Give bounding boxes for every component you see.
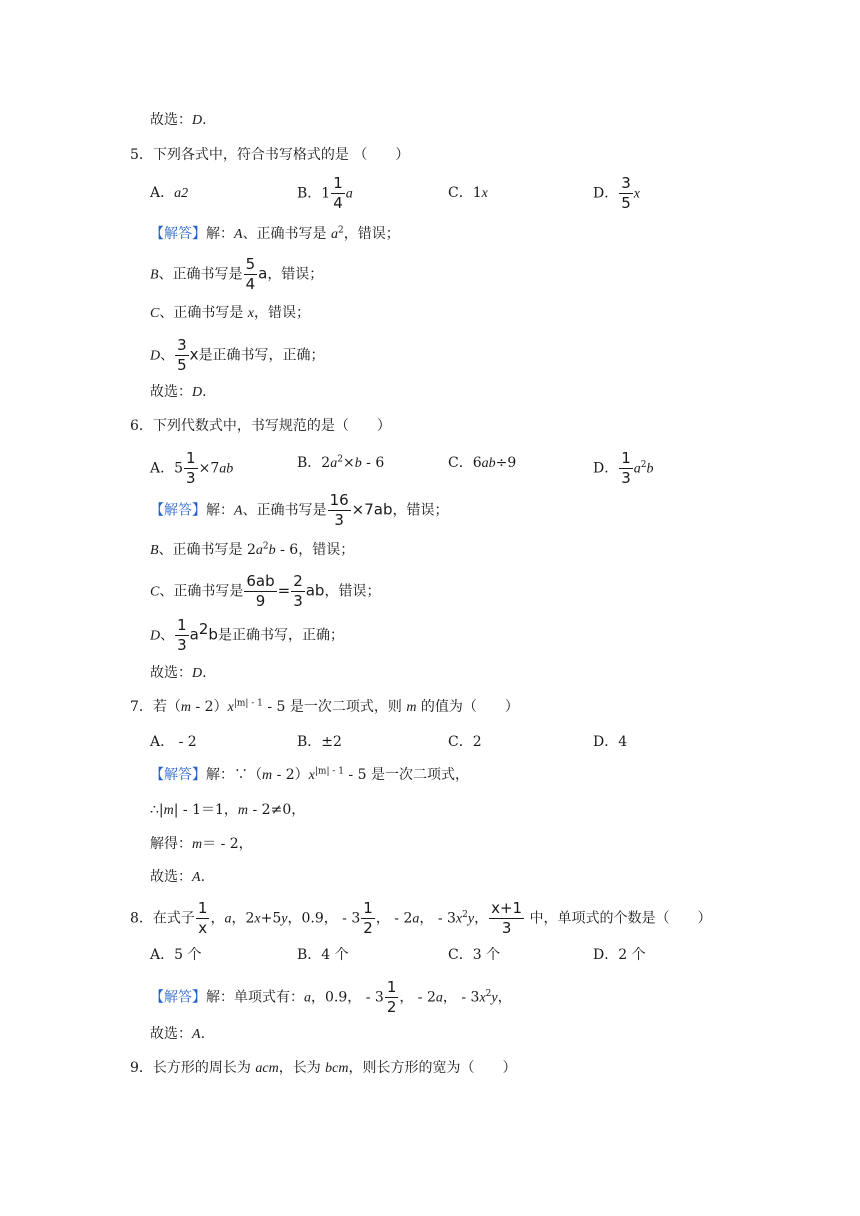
option-ref: C [150, 584, 160, 600]
question-text: - 2） [191, 699, 228, 715]
variable: a [189, 625, 199, 644]
option-label: A． [150, 734, 175, 750]
mixed-whole: 5 [174, 460, 184, 477]
answer-prefix: 故选： [150, 112, 192, 128]
fraction [328, 493, 351, 528]
q5-option-b [297, 176, 353, 211]
denominator: 2 [363, 919, 373, 937]
option-label: D． [593, 460, 619, 477]
q8-option-c [448, 945, 500, 965]
answer-end: . [202, 665, 207, 681]
exponent: |m| - 1 [233, 698, 263, 709]
q6-option-b [297, 453, 384, 474]
fraction [196, 901, 210, 936]
mixed-whole: 1 [321, 185, 331, 202]
q6-solution-b [150, 540, 354, 561]
numerator: 6ab [246, 572, 275, 590]
answer-end: . [200, 869, 206, 885]
variable: x [227, 700, 234, 715]
denominator: 3 [334, 511, 344, 529]
fraction [489, 901, 524, 936]
variable: bcm [325, 1061, 349, 1076]
answer-prefix: 故选： [150, 1026, 192, 1042]
option-label: A． [150, 947, 175, 963]
denominator: x [198, 919, 208, 937]
q4-answer [150, 110, 207, 131]
answer-prefix: 故选： [150, 869, 192, 885]
fraction [619, 176, 633, 211]
option-label: A． [150, 460, 175, 477]
q6-stem [130, 416, 391, 436]
option-label: D． [593, 185, 619, 202]
variable: a [224, 911, 232, 927]
option-label: B． [297, 947, 322, 963]
question-text: ， - 3 [419, 910, 456, 927]
denominator: 5 [177, 356, 187, 374]
denominator: 4 [333, 194, 343, 212]
question-number: 5． [130, 147, 153, 163]
q6-option-c [448, 453, 516, 474]
solution-text: 、正确书写是 2 [158, 542, 256, 558]
option-ref: A [234, 503, 243, 519]
option-ref: D [150, 628, 161, 644]
coefficient: 6 [472, 455, 482, 471]
solution-tag: 【解答】 [150, 767, 206, 783]
variable: ab [305, 581, 325, 600]
question-text: 下列各式中，符合书写格式的是 （ ） [152, 147, 410, 163]
operator: ×7 [198, 460, 220, 477]
solution-text: - 6，错误； [275, 542, 355, 558]
variable: x [479, 990, 486, 1006]
option-text: 2 个 [618, 947, 646, 963]
q8-solution [150, 980, 512, 1015]
numerator: 16 [329, 491, 349, 509]
option-label: B． [297, 455, 322, 471]
solution-text: ＝ - 2， [202, 836, 253, 852]
variable: a [258, 264, 268, 283]
q7-option-a [150, 732, 197, 752]
solution-text: 是正确书写，正确； [198, 347, 325, 364]
equals-sign: = [277, 581, 291, 600]
question-text: 的值为（ ） [416, 699, 519, 715]
exponent: 2 [198, 619, 209, 638]
q7-solution-2 [150, 800, 305, 821]
denominator: 3 [293, 592, 303, 610]
solution-tag: 【解答】 [150, 226, 206, 242]
answer-end: . [202, 112, 207, 128]
numerator: 1 [363, 899, 373, 917]
numerator: 1 [177, 616, 187, 634]
solution-text: ，错误； [267, 266, 324, 283]
q8-option-d [593, 945, 646, 965]
q8-stem [130, 901, 712, 936]
variable: m [192, 837, 203, 852]
coefficient: 1 [472, 185, 482, 201]
q8-answer [150, 1024, 205, 1045]
variable: a [633, 461, 641, 477]
operator: ÷9 [495, 455, 517, 471]
solution-text: 、正确书写是 [242, 502, 327, 519]
exponent: |m| - 1 [314, 766, 344, 777]
variable: x [247, 306, 255, 321]
q5-option-a [150, 183, 188, 204]
fraction [184, 451, 198, 486]
fraction [361, 901, 375, 936]
q5-option-c [448, 183, 488, 204]
question-text: ，0.9， - 3 [287, 910, 361, 927]
fraction [244, 574, 276, 609]
option-label: C． [448, 185, 473, 201]
exponent: 2 [337, 454, 343, 465]
solution-text: 、正确书写是 [159, 305, 248, 321]
variable: b [208, 625, 218, 644]
question-number: 6． [130, 418, 153, 434]
exponent: 2 [462, 909, 468, 920]
variable: ab [481, 456, 496, 471]
numerator: 1 [386, 978, 397, 996]
denominator: 5 [621, 194, 631, 212]
question-text: ， [210, 910, 225, 927]
q9-stem [130, 1058, 516, 1079]
option-label: C． [448, 734, 473, 750]
numerator: x+1 [491, 899, 523, 917]
question-number: 7． [130, 699, 153, 715]
solution-text: ， - 3 [442, 989, 480, 1006]
solution-text: 、正确书写是 [242, 226, 332, 242]
variable: x [633, 186, 640, 202]
solution-text: 解：单项式有： [206, 989, 304, 1006]
option-text: ±2 [321, 734, 342, 750]
variable: x [189, 345, 199, 364]
q5-solution-a [150, 224, 400, 245]
denominator: 2 [386, 998, 397, 1016]
denominator: 3 [177, 636, 187, 654]
variable: y [467, 911, 475, 927]
answer-prefix: 故选： [150, 384, 192, 400]
variable: m [262, 768, 273, 783]
option-ref: A [234, 227, 243, 242]
solution-text: - 2≠0， [248, 802, 306, 818]
option-text: 4 个 [321, 947, 349, 963]
option-text: 2 [472, 734, 482, 750]
option-ref: B [150, 267, 159, 283]
question-text: 下列代数式中，书写规范的是（ ） [152, 418, 391, 434]
fraction [291, 574, 305, 609]
option-label: D． [593, 947, 619, 963]
answer-letter: D [192, 666, 203, 681]
question-text: 若（ [152, 699, 181, 715]
q8-option-b [297, 945, 349, 965]
option-label: C． [448, 455, 473, 471]
variable: m [180, 700, 192, 715]
option-text: 4 [618, 734, 628, 750]
q7-solution-1 [150, 765, 469, 786]
variable: acm [255, 1061, 279, 1076]
coefficient: 2 [321, 455, 331, 471]
variable: ab [219, 461, 234, 477]
answer-letter: D [192, 113, 203, 128]
question-text: ，长为 [278, 1060, 326, 1076]
q6-solution-c [150, 574, 380, 609]
fraction [331, 176, 345, 211]
solution-text: 、正确书写是 [159, 583, 244, 600]
solution-text: ， [497, 989, 512, 1006]
variable: m [163, 803, 174, 818]
q7-answer [150, 867, 205, 888]
option-label: D． [593, 734, 619, 750]
variable: a [304, 990, 311, 1006]
numerator: 3 [621, 174, 631, 192]
question-text: 在式子 [152, 910, 195, 927]
question-text: ，2 [231, 910, 255, 927]
question-text: 长方形的周长为 [152, 1060, 256, 1076]
q7-option-b [297, 732, 342, 752]
fraction [385, 980, 399, 1015]
fraction [175, 338, 189, 373]
numerator: 3 [177, 336, 187, 354]
option-label: B． [297, 185, 322, 202]
variable: b [268, 543, 276, 558]
exponent: 2 [485, 988, 492, 999]
q7-solution-3 [150, 834, 253, 855]
option-label: C． [448, 947, 473, 963]
fraction [619, 451, 633, 486]
denominator: 3 [621, 469, 631, 487]
q5-solution-d [150, 338, 325, 373]
q7-option-c [448, 732, 482, 752]
solution-text: 解： [206, 502, 234, 519]
q6-solution-a [150, 493, 448, 528]
option-text: 3 个 [472, 947, 501, 963]
variable: x [481, 186, 488, 201]
solution-text: - 2） [272, 767, 309, 783]
option-label: B． [297, 734, 322, 750]
question-text: - 5 是一次二项式，则 [262, 699, 407, 715]
fraction [175, 618, 189, 653]
exponent: 2 [640, 459, 647, 470]
solution-text: 解得： [150, 836, 192, 852]
denominator: 9 [255, 592, 266, 610]
question-text: ， [474, 910, 489, 927]
solution-text: 、 [160, 347, 175, 364]
numerator: 1 [621, 449, 631, 467]
denominator: 3 [501, 919, 512, 937]
option-ref: C [150, 306, 160, 321]
solution-text: ， - 2 [399, 989, 436, 1006]
variable: a [412, 911, 420, 927]
expression: ×7ab [351, 500, 393, 519]
solution-text: 是正确书写，正确； [217, 627, 344, 644]
q8-option-a [150, 945, 201, 965]
option-ref: D [150, 348, 161, 364]
variable: a [330, 456, 338, 471]
variable: a [435, 990, 443, 1006]
variable: a [255, 543, 263, 558]
answer-end: . [202, 384, 207, 400]
question-text: ， - 2 [375, 910, 413, 927]
option-text: - 2 [174, 734, 197, 750]
q6-option-a [150, 451, 233, 486]
answer-letter: A [192, 1027, 201, 1042]
variable: x [308, 768, 315, 783]
option-text: a2 [174, 186, 189, 201]
q6-solution-d [150, 618, 344, 653]
question-text: ，则长方形的宽为（ ） [348, 1060, 517, 1076]
q7-stem [130, 697, 519, 718]
solution-text: - 5 是一次二项式， [343, 767, 469, 783]
fraction [244, 257, 258, 292]
solution-text: 、 [160, 627, 175, 644]
solution-tag: 【解答】 [150, 989, 206, 1006]
q5-stem [130, 145, 409, 165]
exponent: 2 [338, 225, 344, 236]
variable: y [491, 990, 498, 1006]
solution-tag: 【解答】 [150, 502, 206, 519]
variable: a [345, 186, 353, 202]
numerator: 2 [293, 572, 303, 590]
q5-option-d [593, 176, 640, 211]
variable: b [646, 461, 654, 477]
q6-option-d [593, 451, 654, 486]
variable: x [254, 911, 261, 927]
solution-text: ，错误； [343, 226, 400, 242]
variable: m [237, 803, 249, 818]
denominator: 3 [186, 469, 196, 487]
numerator: 1 [186, 449, 196, 467]
answer-prefix: 故选： [150, 665, 192, 681]
operator: × [342, 455, 355, 471]
answer-end: . [200, 1026, 206, 1042]
solution-text: 解： [206, 226, 234, 242]
solution-text: ，错误； [254, 305, 311, 321]
question-text: +5 [260, 910, 282, 927]
question-number: 9． [130, 1060, 153, 1076]
option-text: 5 个 [174, 947, 202, 963]
solution-text: ∴| [150, 802, 164, 818]
variable: m [406, 700, 417, 715]
numerator: 5 [245, 255, 256, 273]
solution-text: 、正确书写是 [158, 266, 243, 283]
option-label: A． [150, 185, 175, 201]
q7-option-d [593, 732, 627, 752]
solution-text: ，错误； [324, 583, 381, 600]
variable: b [354, 456, 362, 471]
variable: a [331, 227, 339, 242]
constant: - 6 [361, 455, 385, 471]
solution-text: ，0.9， - 3 [311, 989, 384, 1006]
numerator: 1 [333, 174, 343, 192]
denominator: 4 [245, 275, 256, 293]
q5-solution-c [150, 303, 310, 324]
solution-text: | - 1＝1， [173, 802, 238, 818]
q6-answer [150, 663, 207, 684]
variable: x [455, 911, 463, 927]
solution-text: 解：∵（ [206, 767, 262, 783]
question-text: 中，单项式的个数是（ ） [525, 910, 712, 927]
exponent: 2 [262, 541, 269, 552]
option-ref: B [150, 543, 159, 558]
answer-letter: D [192, 385, 203, 400]
q5-answer [150, 382, 207, 403]
question-number: 8． [130, 910, 153, 927]
q5-solution-b [150, 257, 323, 292]
numerator: 1 [197, 899, 208, 917]
solution-text: ，错误； [392, 502, 449, 519]
answer-letter: A [192, 870, 201, 885]
variable: y [281, 911, 288, 927]
